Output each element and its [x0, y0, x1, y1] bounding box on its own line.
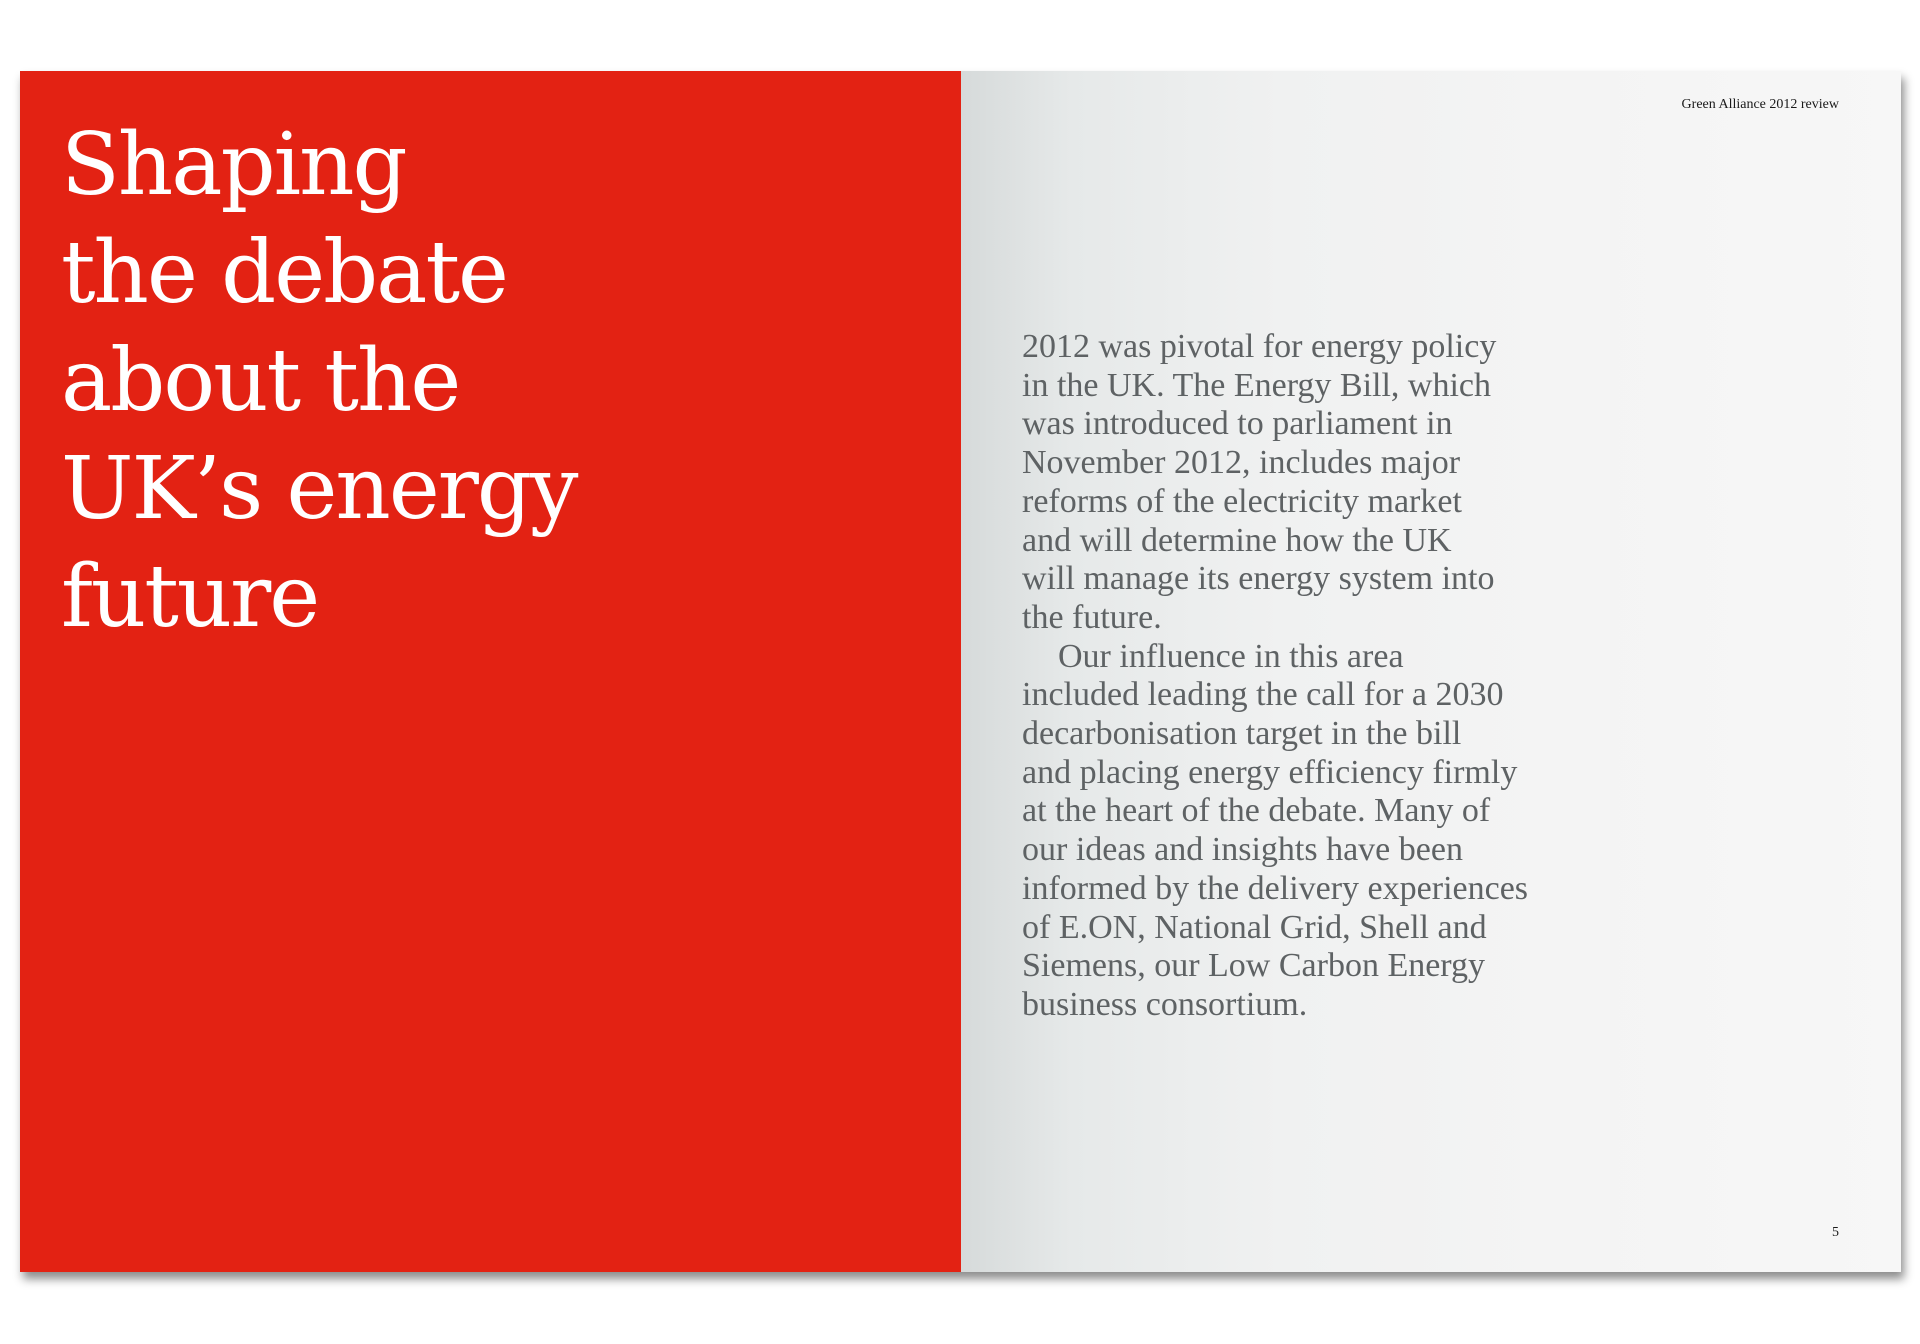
text-line: will manage its energy system into	[1022, 560, 1495, 598]
text-line: and will determine how the UK	[1022, 521, 1452, 559]
text-line: informed by the delivery experiences	[1022, 869, 1529, 907]
text-line: included leading the call for a 2030	[1022, 676, 1504, 714]
brochure-spread	[20, 71, 1901, 1272]
text-line: November 2012, includes major	[1022, 444, 1461, 482]
text-line: 2012 was pivotal for energy policy	[1022, 328, 1497, 365]
left-page	[20, 71, 961, 1272]
page-number: 5	[1832, 1225, 1839, 1240]
right-page	[961, 71, 1901, 1272]
headline-line: future	[61, 547, 319, 647]
text-line: decarbonisation target in the bill	[1022, 715, 1462, 753]
text-line: at the heart of the debate. Many of	[1022, 792, 1491, 830]
headline-line: the debate	[61, 223, 507, 323]
text-line: and placing energy efficiency firmly	[1022, 753, 1518, 791]
paragraph-2	[1022, 638, 1562, 1025]
headline-line: about the	[61, 331, 460, 431]
headline-line: Shaping	[61, 115, 406, 215]
text-line: Siemens, our Low Carbon Energy	[1022, 947, 1486, 985]
text-line: the future.	[1022, 598, 1162, 636]
text-line: our ideas and insights have been	[1022, 831, 1463, 869]
text-line: was introduced to parliament in	[1022, 405, 1453, 443]
running-head: Green Alliance 2012 review	[1681, 97, 1839, 112]
body-text	[1022, 328, 1562, 1025]
text-line: reforms of the electricity market	[1022, 482, 1462, 520]
text-line: of E.ON, National Grid, Shell and	[1022, 908, 1487, 946]
headline-line: UK’s energy	[61, 439, 577, 539]
text-line: Our influence in this area	[1058, 637, 1404, 675]
headline	[61, 111, 576, 651]
text-line: business consortium.	[1022, 985, 1308, 1023]
paragraph-1	[1022, 328, 1562, 638]
text-line: in the UK. The Energy Bill, which	[1022, 366, 1492, 404]
